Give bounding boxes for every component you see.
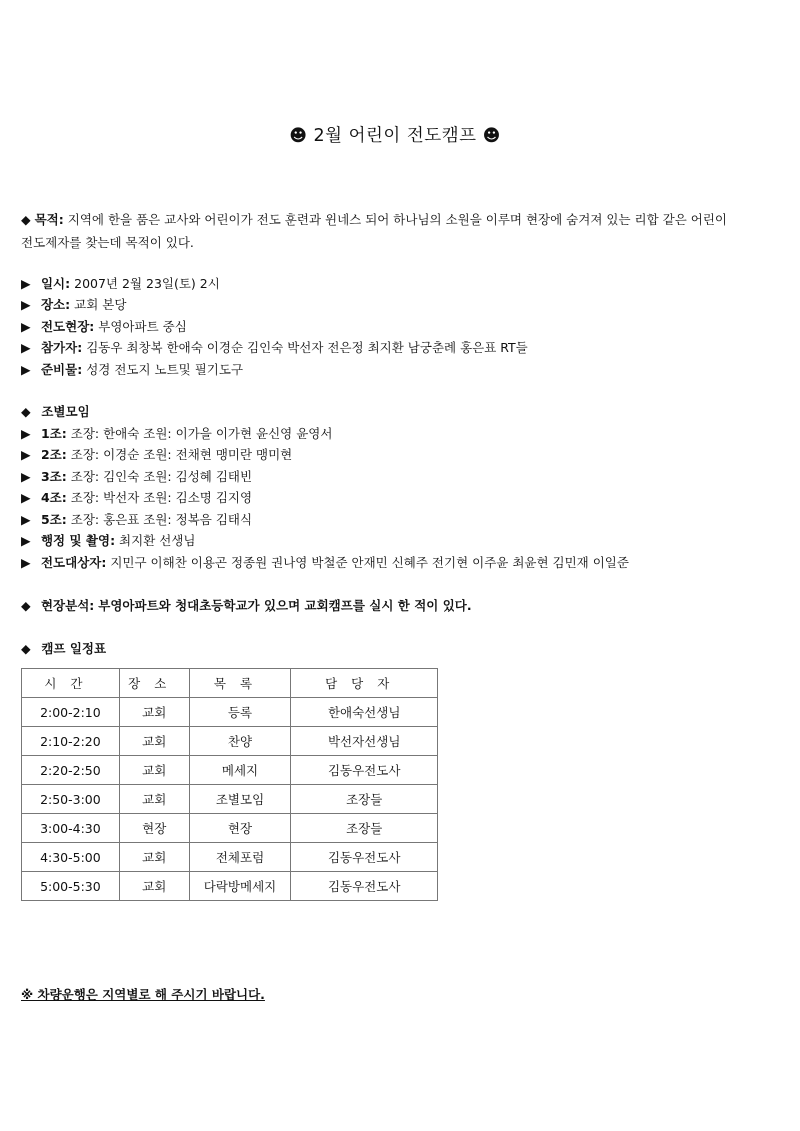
table-cell: 교회 xyxy=(119,872,189,901)
triangle-right-icon: ▶ xyxy=(21,297,31,312)
table-row xyxy=(22,872,438,901)
purpose-label: 목적: xyxy=(34,212,64,227)
table-cell: 교회 xyxy=(119,727,189,756)
column-header: 담당자 xyxy=(291,669,438,698)
title-text: 2월 어린이 전도캠프 xyxy=(313,126,477,146)
table-cell: 다락방메세지 xyxy=(189,872,291,901)
table-cell: 등록 xyxy=(189,698,291,727)
table-cell: 현장 xyxy=(189,814,291,843)
info-text: 김동우 최창복 한애숙 이경순 김인숙 박선자 전은정 최지환 남궁춘례 홍은표 RT들 xyxy=(86,340,528,355)
diamond-icon: ◆ xyxy=(21,212,31,227)
analysis-label: 현장분석: xyxy=(40,598,95,613)
group-label: 4조: xyxy=(40,490,67,505)
info-supplies xyxy=(21,361,243,379)
table-cell: 조별모임 xyxy=(189,785,291,814)
group-1 xyxy=(21,425,332,443)
group-label: 3조: xyxy=(40,469,67,484)
table-header-row xyxy=(22,669,438,698)
group-3 xyxy=(21,468,252,486)
info-place xyxy=(21,296,126,314)
table-cell: 교회 xyxy=(119,785,189,814)
schedule-heading xyxy=(21,640,106,658)
table-cell: 3:00-4:30 xyxy=(22,814,120,843)
evangelism-targets xyxy=(21,554,629,572)
table-cell: 조장들 xyxy=(291,785,438,814)
triangle-right-icon: ▶ xyxy=(21,319,31,334)
table-row xyxy=(22,756,438,785)
group-text: 조장: 김인숙 조원: 김성혜 김태빈 xyxy=(70,469,253,484)
table-cell: 메세지 xyxy=(189,756,291,785)
table-row xyxy=(22,843,438,872)
triangle-right-icon: ▶ xyxy=(21,512,31,527)
table-cell: 5:00-5:30 xyxy=(22,872,120,901)
table-row xyxy=(22,785,438,814)
table-cell: 한애숙선생님 xyxy=(291,698,438,727)
group-label: 2조: xyxy=(40,447,67,462)
info-field xyxy=(21,318,187,336)
info-label: 전도현장: xyxy=(40,319,95,334)
group-2 xyxy=(21,446,292,464)
table-row xyxy=(22,814,438,843)
table-cell: 박선자선생님 xyxy=(291,727,438,756)
group-text: 조장: 박선자 조원: 김소명 김지영 xyxy=(70,490,253,505)
table-cell: 2:50-3:00 xyxy=(22,785,120,814)
groups-heading xyxy=(21,403,90,421)
table-cell: 교회 xyxy=(119,756,189,785)
groups-heading-text: 조별모임 xyxy=(41,404,90,419)
triangle-right-icon: ▶ xyxy=(21,426,31,441)
analysis-text: 부영아파트와 청대초등학교가 있으며 교회캠프를 실시 한 적이 있다. xyxy=(98,598,472,613)
table-row xyxy=(22,727,438,756)
table-row xyxy=(22,698,438,727)
info-text: 성경 전도지 노트및 필기도구 xyxy=(86,362,244,377)
triangle-right-icon: ▶ xyxy=(21,340,31,355)
group-5 xyxy=(21,511,252,529)
group-text: 최지환 선생님 xyxy=(119,533,196,548)
triangle-right-icon: ▶ xyxy=(21,276,31,291)
triangle-right-icon: ▶ xyxy=(21,490,31,505)
table-cell: 4:30-5:00 xyxy=(22,843,120,872)
group-label: 1조: xyxy=(40,426,67,441)
info-label: 참가자: xyxy=(40,340,83,355)
info-text: 2007년 2월 23일(토) 2시 xyxy=(74,276,220,291)
triangle-right-icon: ▶ xyxy=(21,447,31,462)
triangle-right-icon: ▶ xyxy=(21,533,31,548)
table-cell: 김동우전도사 xyxy=(291,756,438,785)
table-cell: 김동우전도사 xyxy=(291,843,438,872)
group-text: 조장: 한애숙 조원: 이가을 이가현 윤신영 윤영서 xyxy=(70,426,333,441)
group-label: 5조: xyxy=(40,512,67,527)
table-cell: 2:10-2:20 xyxy=(22,727,120,756)
group-label: 전도대상자: xyxy=(40,555,107,570)
table-cell: 교회 xyxy=(119,843,189,872)
column-header: 시간 xyxy=(22,669,120,698)
column-header: 목록 xyxy=(189,669,291,698)
table-cell: 찬양 xyxy=(189,727,291,756)
group-text: 지민구 이해찬 이용곤 정종원 권나영 박철준 안재민 신혜주 전기현 이주윤 최윤현 김민재 이일준 xyxy=(110,555,629,570)
table-cell: 조장들 xyxy=(291,814,438,843)
triangle-right-icon: ▶ xyxy=(21,362,31,377)
info-participants xyxy=(21,339,528,357)
group-label: 행정 및 촬영: xyxy=(40,533,116,548)
table-cell: 2:20-2:50 xyxy=(22,756,120,785)
table-cell: 김동우전도사 xyxy=(291,872,438,901)
table-cell: 전체포럼 xyxy=(189,843,291,872)
table-cell: 2:00-2:10 xyxy=(22,698,120,727)
info-label: 준비물: xyxy=(40,362,83,377)
admin-photo xyxy=(21,532,195,550)
group-text: 조장: 이경순 조원: 전채현 맹미란 맹미현 xyxy=(70,447,293,462)
purpose-section xyxy=(21,208,731,254)
schedule-table xyxy=(21,668,438,901)
group-4 xyxy=(21,489,252,507)
smiley-icon: ☻ xyxy=(289,126,308,146)
vehicle-note: ※ 차량운행은 지역별로 해 주시기 바랍니다. xyxy=(21,987,265,1002)
info-text: 부영아파트 중심 xyxy=(98,319,187,334)
info-label: 일시: xyxy=(40,276,71,291)
group-text: 조장: 홍은표 조원: 정복음 김태식 xyxy=(70,512,253,527)
triangle-right-icon: ▶ xyxy=(21,469,31,484)
diamond-icon: ◆ xyxy=(21,641,31,656)
page-title xyxy=(0,124,790,148)
info-date xyxy=(21,275,220,293)
smiley-icon: ☻ xyxy=(482,126,501,146)
table-cell: 현장 xyxy=(119,814,189,843)
analysis-section xyxy=(21,597,472,615)
table-cell: 교회 xyxy=(119,698,189,727)
triangle-right-icon: ▶ xyxy=(21,555,31,570)
info-text: 교회 본당 xyxy=(74,297,127,312)
diamond-icon: ◆ xyxy=(21,404,31,419)
purpose-text: 지역에 한을 품은 교사와 어린이가 전도 훈련과 윈네스 되어 하나님의 소원을 이루며 현장에 숨겨져 있는 리합 같은 어린이 전도제자를 찾는데 목적이 있다. xyxy=(21,212,727,250)
info-label: 장소: xyxy=(40,297,71,312)
schedule-heading-text: 캠프 일정표 xyxy=(41,641,107,656)
column-header: 장소 xyxy=(119,669,189,698)
diamond-icon: ◆ xyxy=(21,598,31,613)
